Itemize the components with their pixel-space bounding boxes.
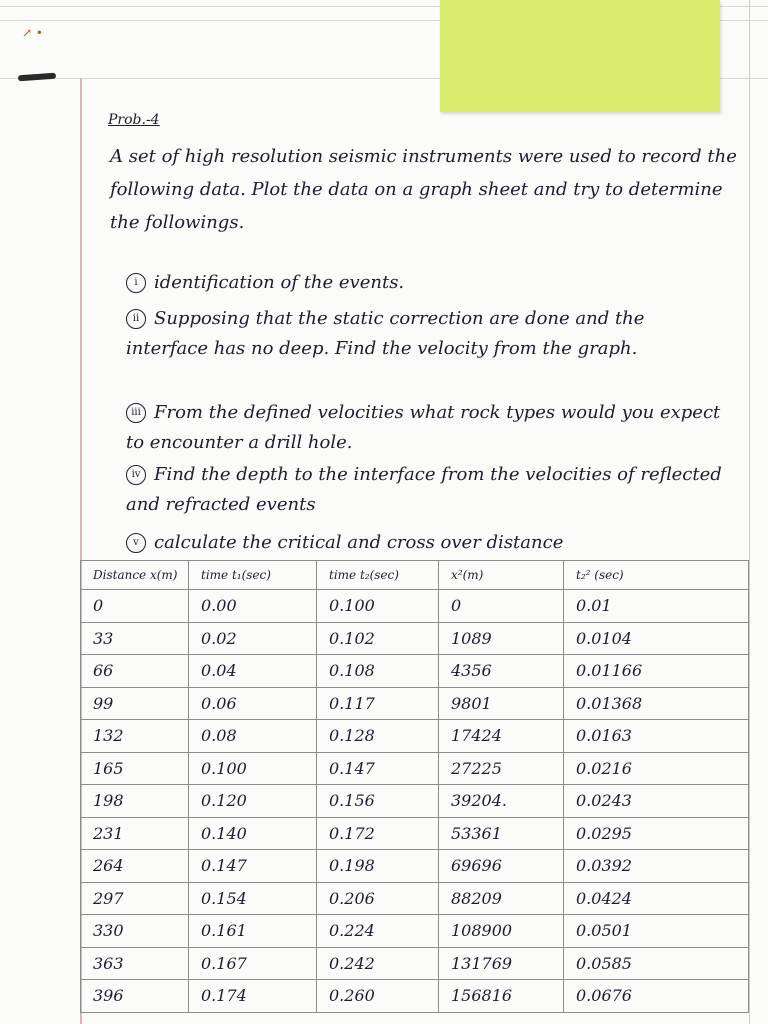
table-cell: 0.242 — [317, 947, 439, 980]
sticky-note — [440, 0, 720, 112]
table-row — [81, 622, 749, 655]
table-row — [81, 947, 749, 980]
table-cell: 198 — [81, 785, 189, 818]
table-cell: 0.140 — [189, 817, 317, 850]
item-number: iv — [126, 465, 146, 485]
table-cell: 0.161 — [189, 915, 317, 948]
table-cell: 330 — [81, 915, 189, 948]
page-edge — [749, 0, 750, 1024]
table-cell: 0.100 — [189, 752, 317, 785]
table-cell: 0.172 — [317, 817, 439, 850]
table-cell: 33 — [81, 622, 189, 655]
table-row — [81, 882, 749, 915]
table-cell: 88209 — [439, 882, 564, 915]
table-row — [81, 915, 749, 948]
table-cell: 0.01166 — [564, 655, 749, 688]
problem-title: Prob.-4 — [108, 112, 160, 128]
table-row — [81, 980, 749, 1013]
table-cell: 53361 — [439, 817, 564, 850]
table-cell: 0.0676 — [564, 980, 749, 1013]
table-cell: 0.117 — [317, 687, 439, 720]
table-row — [81, 655, 749, 688]
table-cell: 131769 — [439, 947, 564, 980]
table-header-row — [81, 561, 749, 590]
table-cell: 1089 — [439, 622, 564, 655]
table-cell: 0.100 — [317, 590, 439, 623]
table-cell: 27225 — [439, 752, 564, 785]
item-text: Find the depth to the interface from the velocities of reflected and refracted events — [126, 464, 722, 515]
item-number: v — [126, 533, 146, 553]
table-cell: 0.01368 — [564, 687, 749, 720]
table-cell: 0.102 — [317, 622, 439, 655]
table-body — [81, 590, 749, 1013]
table-row — [81, 817, 749, 850]
column-header: Distance x(m) — [81, 561, 189, 590]
table-cell: 0.0243 — [564, 785, 749, 818]
table-cell: 0.0501 — [564, 915, 749, 948]
table-cell: 4356 — [439, 655, 564, 688]
table-cell: 0.224 — [317, 915, 439, 948]
question-item — [126, 398, 726, 458]
table-cell: 132 — [81, 720, 189, 753]
table-cell: 0.167 — [189, 947, 317, 980]
column-header: time t₁(sec) — [189, 561, 317, 590]
table-cell: 0.06 — [189, 687, 317, 720]
table-cell: 0.0104 — [564, 622, 749, 655]
table-cell: 108900 — [439, 915, 564, 948]
table-cell: 0.0163 — [564, 720, 749, 753]
table-cell: 0.154 — [189, 882, 317, 915]
question-item — [126, 528, 746, 558]
table-cell: 0.206 — [317, 882, 439, 915]
table-cell: 66 — [81, 655, 189, 688]
binding-mark — [18, 73, 56, 82]
table-cell: 0 — [439, 590, 564, 623]
table-cell: 17424 — [439, 720, 564, 753]
table-cell: 69696 — [439, 850, 564, 883]
table-row — [81, 850, 749, 883]
table-cell: 0.00 — [189, 590, 317, 623]
table-cell: 297 — [81, 882, 189, 915]
table-cell: 0.04 — [189, 655, 317, 688]
table-cell: 0.0424 — [564, 882, 749, 915]
table-cell: 231 — [81, 817, 189, 850]
table-cell: 0.02 — [189, 622, 317, 655]
table-cell: 0.147 — [317, 752, 439, 785]
column-header: x²(m) — [439, 561, 564, 590]
question-item — [126, 268, 736, 298]
table-cell: 0.108 — [317, 655, 439, 688]
question-item — [126, 304, 726, 364]
table-row — [81, 687, 749, 720]
table-cell: 0.198 — [317, 850, 439, 883]
pen-mark: ↗ • — [22, 26, 43, 40]
column-header: t₂² (sec) — [564, 561, 749, 590]
item-text: calculate the critical and cross over distance — [154, 532, 564, 553]
item-text: From the defined velocities what rock types would you expect to encounter a drill hole. — [126, 402, 721, 453]
table-cell: 165 — [81, 752, 189, 785]
table-cell: 0.0392 — [564, 850, 749, 883]
table-cell: 9801 — [439, 687, 564, 720]
item-number: iii — [126, 403, 146, 423]
table-cell: 39204. — [439, 785, 564, 818]
table-cell: 0.01 — [564, 590, 749, 623]
item-text: Supposing that the static correction are done and the interface has no deep. Find the velocity from the graph. — [126, 308, 645, 359]
table-cell: 0.260 — [317, 980, 439, 1013]
data-table — [80, 560, 749, 1013]
table-cell: 0.120 — [189, 785, 317, 818]
table-row — [81, 590, 749, 623]
table-cell: 0.0585 — [564, 947, 749, 980]
table-cell: 0.128 — [317, 720, 439, 753]
table-cell: 0.147 — [189, 850, 317, 883]
table-cell: 396 — [81, 980, 189, 1013]
problem-statement: A set of high resolution seismic instruments were used to record the following data. Plot the data on a graph sheet and try to determine the followings. — [110, 146, 737, 233]
table-cell: 99 — [81, 687, 189, 720]
table-row — [81, 720, 749, 753]
table-cell: 156816 — [439, 980, 564, 1013]
table-cell: 363 — [81, 947, 189, 980]
table-cell: 0.08 — [189, 720, 317, 753]
table-row — [81, 785, 749, 818]
item-number: ii — [126, 309, 146, 329]
table-cell: 0.0216 — [564, 752, 749, 785]
table-cell: 264 — [81, 850, 189, 883]
table-cell: 0.174 — [189, 980, 317, 1013]
table-cell: 0.0295 — [564, 817, 749, 850]
column-header: time t₂(sec) — [317, 561, 439, 590]
table-cell: 0 — [81, 590, 189, 623]
question-item — [126, 460, 746, 520]
table-row — [81, 752, 749, 785]
table-cell: 0.156 — [317, 785, 439, 818]
item-text: identification of the events. — [154, 272, 405, 293]
item-number: i — [126, 273, 146, 293]
